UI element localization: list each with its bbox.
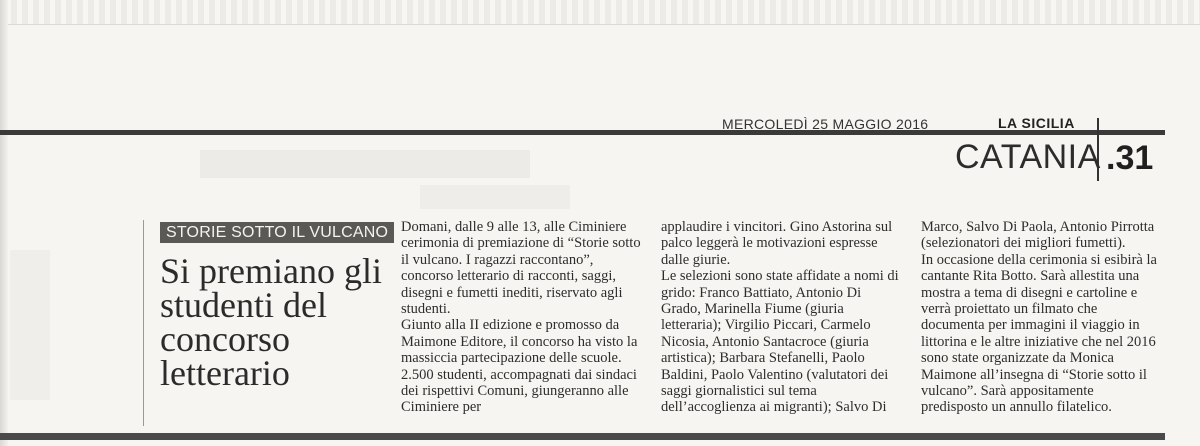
footer-rule — [0, 433, 1165, 440]
paragraph: applaudire i vincitori. Gino Astorina sul palco leggerà le motivazioni espresse dalle giurie. — [661, 219, 893, 268]
bleed-through-mark — [200, 150, 530, 178]
article-kicker: STORIE SOTTO IL VULCANO — [160, 222, 394, 243]
paper-left-edge — [0, 0, 8, 446]
header-rule — [0, 130, 1165, 135]
paragraph: Marco, Salvo Di Paola, Antonio Pirrotta (selezionatori dei migliori fumetti). — [921, 219, 1155, 252]
column-rule — [143, 220, 144, 426]
page-number: .31 — [1106, 139, 1154, 177]
paragraph: In occasione della cerimonia si esibirà la cantante Rita Botto. Sarà allestita una mostra a tema di disegni e cartoline e verrà proiettato un filmato che documenta per immagini il viaggio in littorina e le altre iniziative che nel 2016 sono state organizzate da Monica Maimone all’insegna di “Storie sotto il vulcano”. Sarà appositamente predisposto un annullo filatelico. — [921, 251, 1157, 416]
bleed-through-mark — [420, 185, 570, 209]
article-headline: Si premiano gli studenti del concorso letterario — [160, 251, 382, 393]
section-name: CATANIA — [955, 138, 1101, 176]
article-column-1 — [401, 219, 641, 416]
paragraph: Giunto alla II edizione e promosso da Maimone Editore, il concorso ha visto la massiccia partecipazione delle scuole. 2.500 studenti, accompagnati dai sindaci dei rispettivi Comuni, giungeranno alle Ciminiere per — [401, 317, 638, 416]
article-column-3 — [921, 219, 1161, 416]
bleed-through-mark — [10, 250, 50, 400]
paragraph: Le selezioni sono state affidate a nomi di grido: Franco Battiato, Antonio Di Grado, Marinella Fiume (giuria letteraria); Virgilio Piccari, Carmelo Nicosia, Antonio Santacroce (giuria artistica); Barbara Stefanelli, Paolo Baldini, Paolo Valentino (valutatori dei saggi giornalistici sul tema dell’accoglienza ai migranti); Salvo Di — [661, 268, 899, 416]
publication-name: LA SICILIA — [998, 115, 1075, 131]
paper-top-edge — [0, 0, 1200, 25]
paragraph: Domani, dalle 9 alle 13, alle Ciminiere cerimonia di premiazione di “Storie sotto il vulcano. I ragazzi raccontano”, concorso letterario di racconti, saggi, disegni e fumetti inediti, riservato agli studenti. — [401, 219, 641, 318]
article-column-2 — [661, 219, 901, 416]
issue-date: MERCOLEDÌ 25 MAGGIO 2016 — [722, 116, 929, 132]
